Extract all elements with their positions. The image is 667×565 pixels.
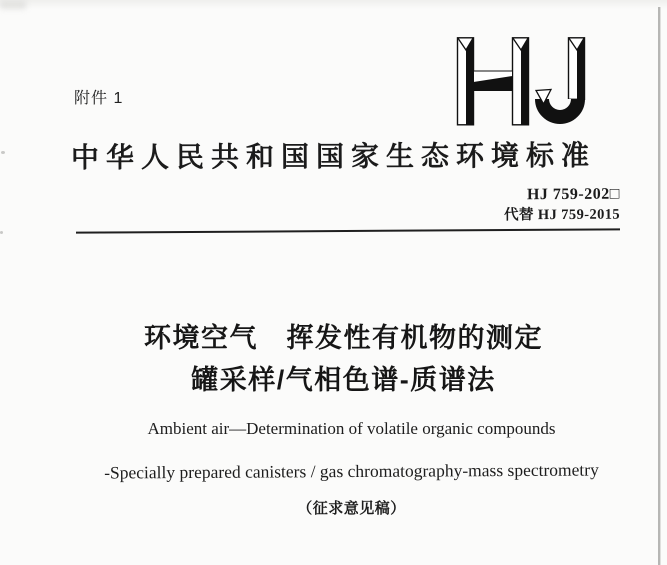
scan-speck [0, 231, 3, 234]
scan-corner-smudge [0, 0, 26, 9]
replaces-note: 代替 HJ 759-2015 [504, 206, 621, 224]
header-rule [76, 228, 620, 233]
doc-title-en-line2: -Specially prepared canisters / gas chromatography-mass spectrometry [104, 459, 599, 483]
doc-title-en-line1: Ambient air—Determination of volatile organic compounds [147, 419, 556, 438]
doc-title-cn-line2: 罐采样/气相色谱-质谱法 [191, 365, 496, 395]
standard-number-block [504, 185, 620, 226]
scan-page-edge-line [658, 7, 660, 565]
draft-note: （征求意见稿） [297, 500, 406, 517]
standard-title: 中华人民共和国国家生态环境标准 [70, 140, 597, 175]
standard-number: HJ 759-202□ [526, 185, 620, 204]
attachment-label: 附件 1 [74, 90, 124, 107]
scan-speck [1, 151, 5, 154]
doc-title-cn-line1: 环境空气 挥发性有机物的测定 [144, 323, 543, 353]
scan-top-shade [0, 0, 667, 9]
hj-logo-graphic [455, 37, 595, 127]
hj-logo [455, 37, 595, 127]
